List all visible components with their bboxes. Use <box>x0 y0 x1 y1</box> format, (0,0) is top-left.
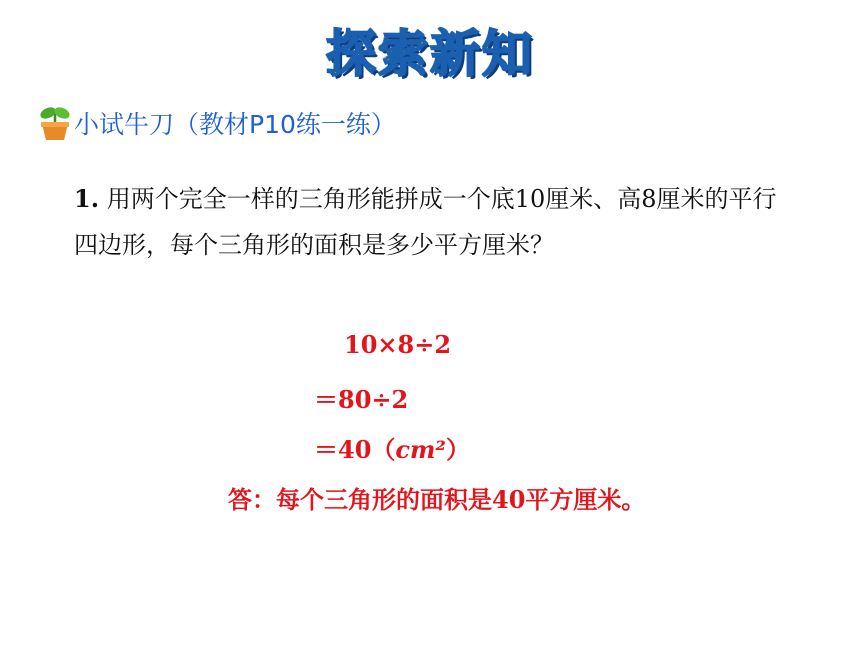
question-body: 用两个完全一样的三角形能拼成一个底10厘米、高8厘米的平行四边形，每个三角形的面积是多少平方厘米？ <box>74 185 777 259</box>
section-heading-text: 小试牛刀（教材P10练一练） <box>74 110 396 139</box>
section-heading <box>38 104 396 142</box>
solution-step-2: ＝80÷2 <box>314 385 409 414</box>
question-text <box>74 176 794 268</box>
solution-step-1: 10×8÷2 <box>344 330 452 359</box>
sprout-pot-icon <box>38 104 72 142</box>
solution-step-3-prefix: ＝40（ <box>314 435 396 464</box>
solution-step-3-suffix: ） <box>445 435 470 464</box>
answer-text: 答：每个三角形的面积是40平方厘米。 <box>228 485 646 514</box>
solution-unit: cm² <box>395 435 446 464</box>
page-title: 探索新知 <box>326 25 534 83</box>
solution-step-3 <box>314 430 470 465</box>
question-number: 1. <box>74 184 100 213</box>
